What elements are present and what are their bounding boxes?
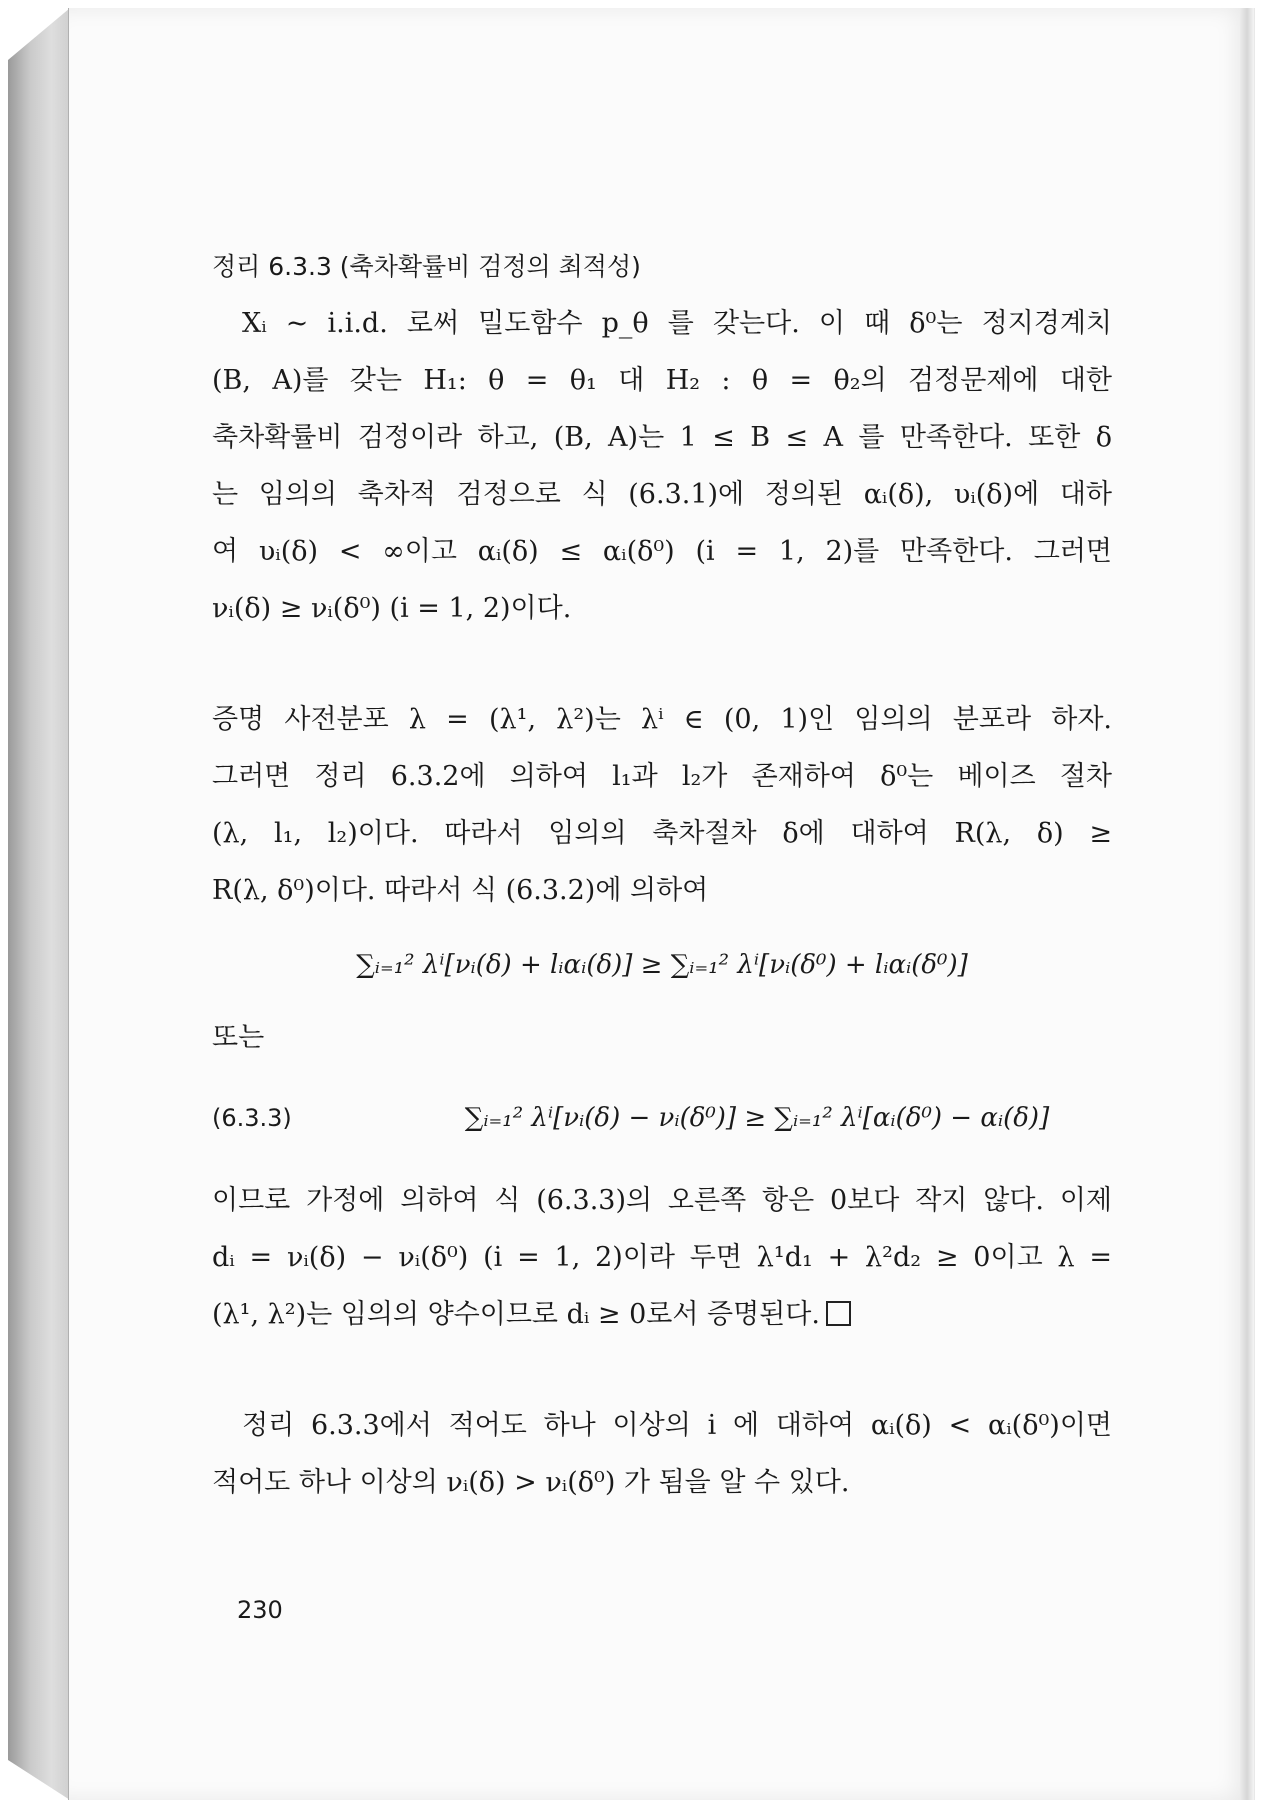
spacer bbox=[212, 1343, 1112, 1397]
theorem-heading: 정리 6.3.3 (축차확률비 검정의 최적성) bbox=[212, 252, 641, 281]
conclusion-text: (λ¹, λ²)는 임의의 양수이므로 dᵢ ≥ 0로서 증명된다. bbox=[212, 1299, 820, 1330]
theorem-line: Xᵢ ~ i.i.d. 로써 밀도함수 p_θ 를 갖는다. 이 때 δ⁰는 정지경계치 bbox=[242, 308, 1112, 339]
equation-number: (6.3.3) bbox=[212, 1103, 292, 1132]
display-equation: ∑ᵢ₌₁² λⁱ[νᵢ(δ) + lᵢαᵢ(δ)] ≥ ∑ᵢ₌₁² λⁱ[νᵢ(δ⁰) + lᵢαᵢ(δ⁰)] bbox=[356, 950, 968, 980]
proof-line: 그러면 정리 6.3.2에 의하여 l₁과 l₂가 존재하여 δ⁰는 베이즈 절차 bbox=[212, 761, 1112, 792]
numbered-equation-row bbox=[212, 1082, 1112, 1154]
page-text bbox=[212, 238, 1112, 1511]
page-edge bbox=[1240, 8, 1254, 1800]
conclusion-line: 이므로 가정에 의하여 식 (6.3.3)의 오른쪽 항은 0보다 작지 않다. 이제 bbox=[212, 1185, 1112, 1216]
proof-line: (λ, l₁, l₂)이다. 따라서 임의의 축차절차 δ에 대하여 R(λ, δ) ≥ bbox=[212, 818, 1112, 849]
theorem-line: (B, A)를 갖는 H₁: θ = θ₁ 대 H₂ : θ = θ₂의 검정문제에 대한 bbox=[212, 365, 1112, 396]
remark-line: 정리 6.3.3에서 적어도 하나 이상의 i 에 대하여 αᵢ(δ) < αᵢ(δ⁰)이면 bbox=[242, 1410, 1112, 1441]
proof-line: R(λ, δ⁰)이다. 따라서 식 (6.3.2)에 의하여 bbox=[212, 875, 709, 906]
theorem-line: 여 υᵢ(δ) < ∞이고 αᵢ(δ) ≤ αᵢ(δ⁰) (i = 1, 2)를 만족한다. 그러면 bbox=[212, 536, 1112, 567]
or-word: 또는 bbox=[212, 1022, 265, 1053]
remark-line: 적어도 하나 이상의 νᵢ(δ) > νᵢ(δ⁰) 가 됨을 알 수 있다. bbox=[212, 1467, 850, 1498]
conclusion-line-last bbox=[212, 1286, 1112, 1343]
book-spine bbox=[8, 8, 70, 1800]
conclusion-line: dᵢ = νᵢ(δ) − νᵢ(δ⁰) (i = 1, 2)이라 두면 λ¹d₁ + λ²d₂ ≥ 0이고 λ = bbox=[212, 1242, 1112, 1273]
theorem-line: 축차확률비 검정이라 하고, (B, A)는 1 ≤ B ≤ A 를 만족한다. 또한 δ bbox=[212, 422, 1112, 453]
theorem-line: νᵢ(δ) ≥ νᵢ(δ⁰) (i = 1, 2)이다. bbox=[212, 593, 572, 624]
proof-line: 증명 사전분포 λ = (λ¹, λ²)는 λⁱ ∈ (0, 1)인 임의의 분포라 하자. bbox=[212, 704, 1112, 735]
qed-box-icon bbox=[826, 1301, 851, 1326]
spacer bbox=[212, 637, 1112, 691]
theorem-line: 는 임의의 축차적 검정으로 식 (6.3.1)에 정의된 αᵢ(δ), υᵢ(δ)에 대하 bbox=[212, 479, 1112, 510]
numbered-equation: ∑ᵢ₌₁² λⁱ[νᵢ(δ) − νᵢ(δ⁰)] ≥ ∑ᵢ₌₁² λⁱ[αᵢ(δ⁰) − αᵢ(δ)] bbox=[464, 1103, 1050, 1133]
page-number: 230 bbox=[237, 1596, 283, 1624]
